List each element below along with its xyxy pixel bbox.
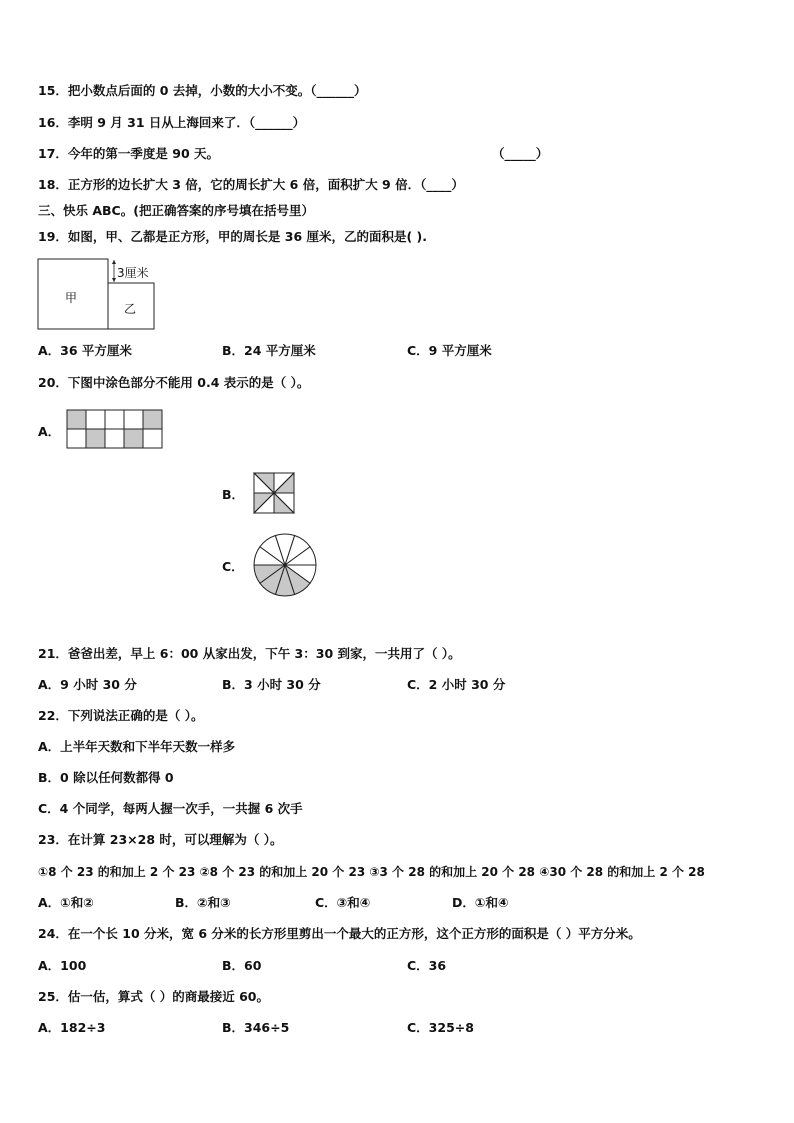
- q22-option-b[interactable]: B．0 除以任何数都得 0: [38, 770, 174, 785]
- question-19-stem: 19．如图，甲、乙都是正方形，甲的周长是 36 厘米，乙的面积是( ).: [38, 229, 428, 244]
- q20-figure-b-square[interactable]: [252, 471, 296, 515]
- question-18: 18．正方形的边长扩大 3 倍，它的周长扩大 6 倍，面积扩大 9 倍．（____）: [38, 177, 464, 192]
- q23-option-a[interactable]: A．①和②: [38, 895, 94, 910]
- q23-option-c[interactable]: C．③和④: [315, 895, 371, 910]
- q25-option-a[interactable]: A．182÷3: [38, 1020, 106, 1035]
- q21-option-a[interactable]: A．9 小时 30 分: [38, 677, 137, 692]
- q25-option-b[interactable]: B．346÷5: [222, 1020, 290, 1035]
- q21-option-b[interactable]: B．3 小时 30 分: [222, 677, 321, 692]
- question-23-stem: 23．在计算 23×28 时，可以理解为（ ）。: [38, 832, 283, 847]
- question-15: 15．把小数点后面的 0 去掉，小数的大小不变。（______）: [38, 83, 367, 98]
- q19-option-b[interactable]: B．24 平方厘米: [222, 343, 316, 358]
- question-17-blank: （_____）: [492, 146, 549, 161]
- q24-option-a[interactable]: A．100: [38, 958, 87, 973]
- question-17: 17．今年的第一季度是 90 天。: [38, 146, 219, 161]
- q20-option-c-label[interactable]: C．: [222, 559, 244, 574]
- question-16: 16．李明 9 月 31 日从上海回来了．（______）: [38, 115, 306, 130]
- q25-option-c[interactable]: C．325÷8: [407, 1020, 474, 1035]
- question-21-stem: 21．爸爸出差，早上 6：00 从家出发，下午 3：30 到家，一共用了（ ）。: [38, 646, 461, 661]
- question-22-stem: 22．下列说法正确的是（ ）。: [38, 708, 204, 723]
- q22-option-c[interactable]: C．4 个同学，每两人握一次手，一共握 6 次手: [38, 801, 303, 816]
- section-3-heading: 三、快乐 ABC。(把正确答案的序号填在括号里）: [38, 203, 314, 218]
- q24-option-c[interactable]: C．36: [407, 958, 447, 973]
- q20-figure-c-circle[interactable]: [251, 531, 319, 599]
- label-3cm: 3厘米: [117, 266, 149, 280]
- question-20-stem: 20．下图中涂色部分不能用 0.4 表示的是（ ）。: [38, 375, 310, 390]
- q21-option-c[interactable]: C．2 小时 30 分: [407, 677, 506, 692]
- q22-option-a[interactable]: A．上半年天数和下半年天数一样多: [38, 739, 236, 754]
- q23-option-b[interactable]: B．②和③: [175, 895, 231, 910]
- label-yi: 乙: [124, 302, 137, 316]
- q20-option-b-label[interactable]: B．: [222, 487, 245, 502]
- q20-figure-a-grid[interactable]: [65, 408, 165, 450]
- question-24-stem: 24．在一个长 10 分米，宽 6 分米的长方形里剪出一个最大的正方形，这个正方形的面积是（ ）平方分米。: [38, 926, 641, 941]
- q24-option-b[interactable]: B．60: [222, 958, 262, 973]
- q20-option-a-label[interactable]: A．: [38, 424, 61, 439]
- label-jia: 甲: [65, 291, 78, 305]
- q23-option-d[interactable]: D．①和④: [452, 895, 509, 910]
- question-25-stem: 25．估一估，算式（ ）的商最接近 60。: [38, 989, 269, 1004]
- q19-option-a[interactable]: A．36 平方厘米: [38, 343, 132, 358]
- q23-choices: ①8 个 23 的和加上 2 个 23 ②8 个 23 的和加上 20 个 23 ③3 个 28 的和加上 20 个 28 ④30 个 28 的和加上 2 个 28: [38, 865, 705, 879]
- q19-option-c[interactable]: C．9 平方厘米: [407, 343, 492, 358]
